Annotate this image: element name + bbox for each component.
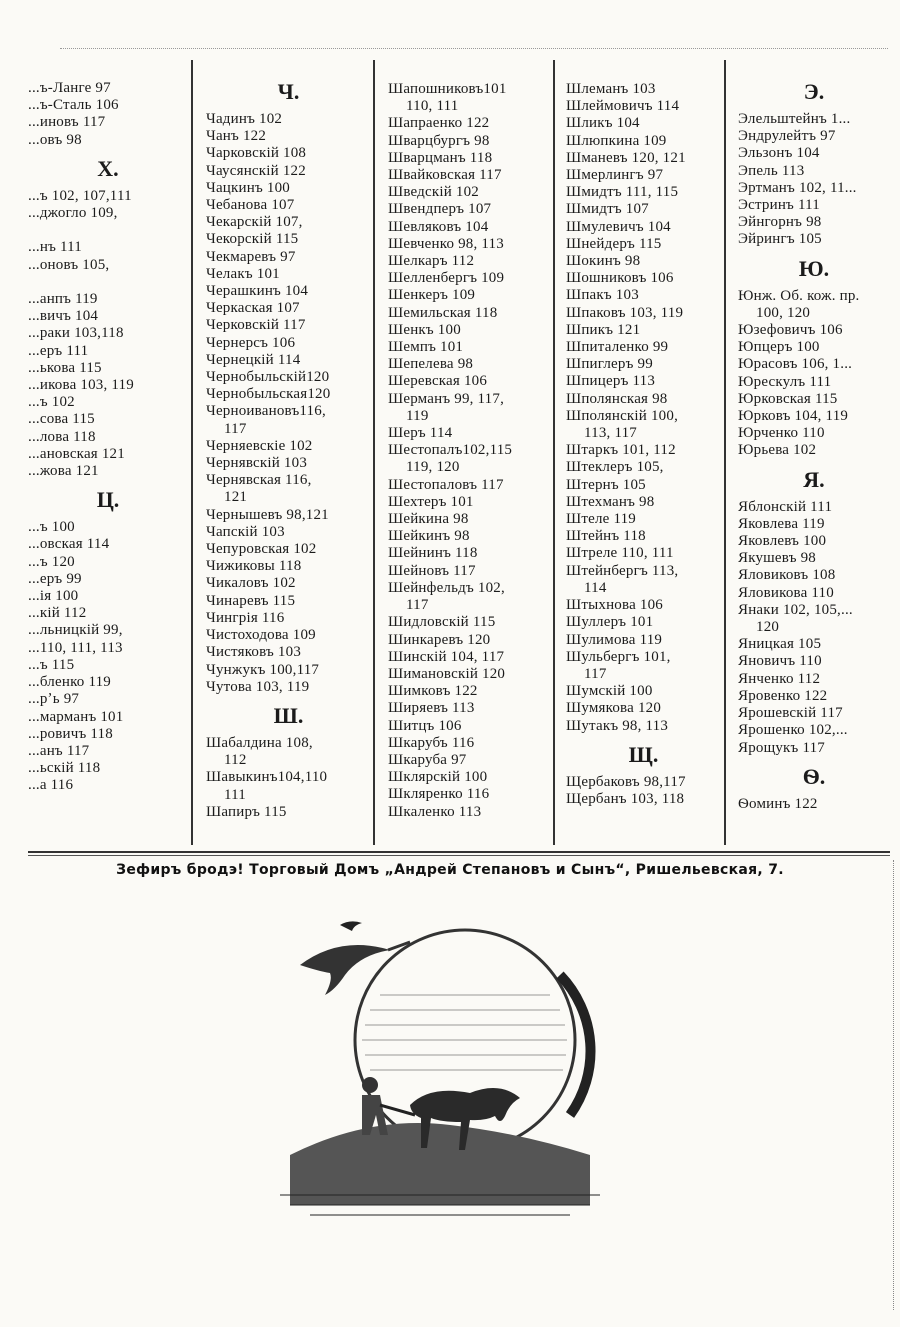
index-entry: Чацкинъ 100 [206, 179, 290, 196]
index-entry: Яблонскій 111 [738, 498, 833, 515]
index-entry: Шлеманъ 103 [566, 81, 656, 97]
section-letter: Щ. [628, 741, 659, 767]
index-entry: Штреле 110, 111 [566, 545, 674, 562]
index-entry-continuation: 119 [406, 407, 429, 424]
index-entry-continuation [28, 222, 188, 239]
index-entry: Шполянскій 100, [566, 407, 679, 424]
index-entry: Штехманъ 98 [566, 493, 655, 510]
index-entry: Чаусянскій 122 [206, 162, 306, 179]
index-entry: ...овская 114 [28, 536, 110, 553]
index-entry: Юпцеръ 100 [738, 339, 820, 356]
index-entry: Эльзонъ 104 [738, 145, 820, 162]
index-entry: Швендперъ 107 [388, 201, 492, 218]
index-entry: ...еръ 111 [28, 342, 89, 359]
index-entry: Шестопалъ102,115 [388, 442, 513, 459]
index-entry: Эстринъ 111 [738, 197, 820, 214]
index-column-1 [28, 80, 188, 850]
index-entry-continuation: 119, 120 [406, 459, 460, 476]
index-entry: Штаркъ 101, 112 [566, 442, 676, 459]
index-entry: Шинкаревъ 120 [388, 631, 491, 648]
index-entry: Шапошниковъ101 [388, 81, 507, 97]
index-entry: Шульбергъ 101, [566, 648, 671, 665]
index-entry: Шкаленко 113 [388, 803, 482, 820]
index-entry: ...а 116 [28, 777, 74, 794]
index-entry: Шехтеръ 101 [388, 493, 474, 510]
index-entry: Шитцъ 106 [388, 717, 462, 734]
index-entry: Яновичъ 110 [738, 653, 822, 670]
index-entry: ...овъ 98 [28, 131, 82, 148]
index-entry: Юзефовичъ 106 [738, 322, 843, 339]
column-divider [191, 60, 193, 845]
index-entry: ...ъ 102 [28, 394, 75, 411]
index-entry: ...ькова 115 [28, 359, 102, 376]
index-entry: Шавыкинъ104,110 [206, 769, 328, 786]
index-entry: Чернобыльская120 [206, 386, 331, 403]
index-entry: ...оновъ 105, [28, 256, 110, 273]
index-entry: Чарковскій 108 [206, 145, 307, 162]
index-entry-continuation: 111 [224, 786, 246, 803]
index-entry: Шкляренко 116 [388, 786, 490, 803]
index-entry: Шпакъ 103 [566, 287, 639, 304]
index-entry: ...икова 103, 119 [28, 377, 134, 394]
index-entry: ...анъ 117 [28, 742, 90, 759]
index-entry: Шуллеръ 101 [566, 614, 654, 631]
section-letter: Э. [803, 79, 825, 104]
index-entry: Черкаская 107 [206, 300, 300, 317]
index-entry: Чекарскій 107, [206, 214, 303, 231]
plowman-vignette-illustration [270, 905, 610, 1235]
index-entry: Штернъ 105 [566, 476, 646, 493]
index-entry: Штеклеръ 105, [566, 459, 664, 476]
index-entry: Шпаковъ 103, 119 [566, 304, 684, 321]
index-entry: Шулимова 119 [566, 631, 663, 648]
index-entry: Чекорскій 115 [206, 231, 299, 248]
index-entry: Шейнфельдъ 102, [388, 579, 505, 596]
index-entry: Юрковская 115 [738, 390, 838, 407]
index-entry: Якушевъ 98 [738, 550, 817, 567]
index-entry: Шемпъ 101 [388, 339, 464, 356]
index-entry: Юрескулъ 111 [738, 373, 832, 390]
index-entry: ...ановская 121 [28, 445, 125, 462]
index-entry: ...ъ 102, 107,111 [28, 187, 132, 204]
index-entry: ...ія 100 [28, 588, 79, 605]
index-entry: ...ъ 115 [28, 656, 75, 673]
index-entry: Яровенко 122 [738, 687, 828, 704]
index-entry: Ярошевскій 117 [738, 705, 843, 722]
index-entry: Штейнбергъ 113, [566, 562, 679, 579]
index-entry: ...еръ 99 [28, 570, 82, 587]
index-entry: Шейкина 98 [388, 511, 469, 528]
index-entry: Штейнъ 118 [566, 528, 646, 545]
index-column-2 [206, 72, 371, 842]
index-entry-continuation: 114 [584, 579, 607, 596]
index-entry: Чутова 103, 119 [206, 678, 310, 695]
index-entry: ...вичъ 104 [28, 308, 99, 325]
index-entry: Шклярскій 100 [388, 769, 488, 786]
page-edge [893, 860, 894, 1310]
index-entry: ...кій 112 [28, 605, 87, 622]
section-letter: Х. [97, 155, 119, 181]
index-entry: Шинскій 104, 117 [388, 648, 505, 665]
index-entry: Чапскій 103 [206, 523, 285, 540]
index-entry: Чунжукъ 100,117 [206, 661, 320, 678]
index-entry: ...анпъ 119 [28, 291, 98, 308]
index-entry-continuation [28, 274, 188, 291]
index-entry: ...ъ-Сталь 106 [28, 97, 119, 114]
index-entry: Чанъ 122 [206, 128, 267, 145]
column-divider [373, 60, 375, 845]
index-entry: ...ъ 120 [28, 553, 75, 570]
index-entry: Чекмаревъ 97 [206, 248, 296, 265]
index-entry: Шокинъ 98 [566, 253, 641, 270]
index-entry: Шмулевичъ 104 [566, 218, 671, 235]
index-entry: Черковскій 117 [206, 317, 306, 334]
index-entry: Шимановскій 120 [388, 665, 506, 682]
index-entry: Шмидтъ 111, 115 [566, 184, 679, 201]
index-entry-continuation: 113, 117 [584, 425, 637, 442]
index-entry: ...лова 118 [28, 428, 96, 445]
advertisement-line: Зефиръ бродэ! Торговый Домъ „Андрей Степановъ и Сынъ“, Ришельевская, 7. [116, 862, 784, 878]
index-entry: Шепелева 98 [388, 356, 474, 373]
index-entry: Яловикова 110 [738, 584, 834, 601]
index-entry: Шумскій 100 [566, 683, 653, 700]
index-entry: ...льницкій 99, [28, 622, 123, 639]
index-entry: Эпель 113 [738, 162, 805, 179]
index-entry: ...ъ-Ланге 97 [28, 80, 111, 96]
index-entry: Шевляковъ 104 [388, 218, 489, 235]
index-entry-continuation: 120 [756, 619, 780, 636]
section-letter: Ч. [277, 79, 300, 104]
index-entry-continuation: 117 [224, 420, 247, 437]
index-entry: Юрасовъ 106, 1... [738, 356, 853, 373]
index-entry: Юнж. Об. кож. пр. [738, 287, 860, 304]
index-entry: Шмидтъ 107 [566, 201, 649, 218]
index-column-4 [566, 81, 721, 851]
index-entry: Щербаковъ 98,117 [566, 773, 686, 790]
index-column-3 [388, 81, 551, 851]
index-entry: Чернявская 116, [206, 472, 312, 489]
index-entry: Шпикъ 121 [566, 321, 641, 338]
index-entry: Шеръ 114 [388, 425, 453, 442]
index-entry-continuation: 112 [224, 752, 247, 769]
index-entry: Эйрингъ 105 [738, 231, 822, 248]
index-entry: Шмерлингъ 97 [566, 167, 664, 184]
index-entry: Шеревская 106 [388, 373, 488, 390]
index-entry: Штеле 119 [566, 511, 636, 528]
index-entry: ...ровичъ 118 [28, 725, 113, 742]
index-entry: Ширяевъ 113 [388, 700, 475, 717]
index-entry-continuation: 110, 111 [406, 98, 459, 115]
index-entry: Черноивановъ116, [206, 403, 326, 420]
index-entry: Шварцманъ 118 [388, 149, 493, 166]
index-entry: Чикаловъ 102 [206, 575, 296, 592]
index-entry: ...бленко 119 [28, 674, 111, 691]
index-entry: Шейкинъ 98 [388, 528, 470, 545]
index-entry: Шлеймовичъ 114 [566, 98, 680, 115]
index-entry: Штыхнова 106 [566, 597, 663, 614]
index-entry: ...иновъ 117 [28, 114, 106, 131]
index-entry: Челакъ 101 [206, 265, 280, 282]
index-entry: Эйнгорнъ 98 [738, 214, 822, 231]
section-letter: Я. [803, 466, 825, 492]
index-entry: Черняевскіе 102 [206, 437, 313, 454]
index-entry: Чистяковъ 103 [206, 644, 302, 661]
index-entry: ...джогло 109, [28, 205, 118, 222]
index-entry: Шапраенко 122 [388, 115, 490, 132]
index-entry: Шумякова 120 [566, 700, 662, 717]
index-entry: Янченко 112 [738, 670, 821, 687]
index-entry: Ѳоминъ 122 [738, 795, 818, 812]
index-entry: Шполянская 98 [566, 390, 668, 407]
index-entry: Шпиталенко 99 [566, 339, 669, 356]
index-entry: Чебанова 107 [206, 197, 295, 214]
bottom-rule-thin [28, 855, 890, 856]
index-entry: Шпицеръ 113 [566, 373, 656, 390]
index-entry: Чернерсъ 106 [206, 334, 296, 351]
index-entry: Чернявскій 103 [206, 455, 308, 472]
index-entry: Юрченко 110 [738, 425, 825, 442]
index-entry: Шелкаръ 112 [388, 253, 475, 270]
index-entry: Шемильская 118 [388, 304, 498, 321]
index-entry: Шейновъ 117 [388, 562, 476, 579]
index-entry-continuation: 121 [224, 489, 248, 506]
index-entry: Яницкая 105 [738, 636, 822, 653]
index-entry: Шелленбергъ 109 [388, 270, 505, 287]
top-rule [60, 48, 888, 49]
index-entry: Шенкеръ 109 [388, 287, 476, 304]
index-entry: ...раки 103,118 [28, 325, 124, 342]
index-entry: ...110, 111, 113 [28, 639, 123, 656]
index-column-5 [738, 72, 890, 842]
index-entry: Шошниковъ 106 [566, 270, 674, 287]
index-entry: Шенкъ 100 [388, 321, 461, 338]
index-entry: Шапиръ 115 [206, 803, 287, 820]
index-entry: Янаки 102, 105,... [738, 601, 853, 618]
index-entry: Чинаревъ 115 [206, 592, 296, 609]
index-entry-continuation: 117 [406, 597, 429, 614]
index-entry: Чернецкій 114 [206, 351, 301, 368]
index-entry: Шкарубъ 116 [388, 734, 475, 751]
index-entry: Чернобыльскій120 [206, 369, 330, 386]
column-divider [553, 60, 555, 845]
index-entry: Чистоходова 109 [206, 627, 316, 644]
index-entry: Юрьева 102 [738, 442, 817, 459]
index-entry: Шлюпкина 109 [566, 132, 667, 149]
index-entry: Ярошенко 102,... [738, 722, 848, 739]
index-entry: Яловиковъ 108 [738, 567, 836, 584]
index-entry-continuation: 100, 120 [756, 304, 811, 321]
index-entry: Шкаруба 97 [388, 751, 467, 768]
index-entry: Элельштейнъ 1... [738, 111, 851, 127]
index-entry: Шерманъ 99, 117, [388, 390, 505, 407]
section-letter: Ѳ. [802, 763, 826, 789]
section-letter: Ю. [798, 255, 830, 281]
index-entry: Шабалдина 108, [206, 734, 313, 751]
index-entry: ...марманъ 101 [28, 708, 124, 725]
column-divider [724, 60, 726, 845]
index-entry: ...рʼь 97 [28, 691, 80, 708]
index-entry: Яковлевъ 100 [738, 533, 827, 550]
index-entry: Швайковская 117 [388, 167, 502, 184]
index-entry: Шимковъ 122 [388, 683, 478, 700]
index-entry: Шевченко 98, 113 [388, 235, 504, 252]
index-entry: Шманевъ 120, 121 [566, 149, 686, 166]
index-entry: Чепуровская 102 [206, 541, 317, 558]
index-entry: ...жова 121 [28, 463, 99, 480]
section-letter: Ш. [273, 702, 304, 728]
index-entry: Шпиглеръ 99 [566, 356, 653, 373]
index-entry: Чернышевъ 98,121 [206, 506, 329, 523]
index-entry: Шварцбургъ 98 [388, 132, 490, 149]
index-entry: Яковлева 119 [738, 515, 825, 532]
index-entry: Эртманъ 102, 11... [738, 179, 857, 196]
index-entry: Шестопаловъ 117 [388, 476, 504, 493]
index-entry: Эндрулейтъ 97 [738, 128, 836, 145]
index-entry: Шнейдеръ 115 [566, 235, 662, 252]
index-entry: Шейнинъ 118 [388, 545, 478, 562]
index-entry: Щербанъ 103, 118 [566, 790, 685, 807]
bottom-rule [28, 851, 890, 853]
index-entry: ...сова 115 [28, 411, 95, 428]
index-entry: Шутакъ 98, 113 [566, 717, 669, 734]
section-letter: Ц. [96, 487, 120, 513]
index-entry: ...нъ 111 [28, 239, 82, 256]
index-entry: Юрковъ 104, 119 [738, 408, 849, 425]
index-entry: Черашкинъ 104 [206, 283, 309, 300]
index-entry: Чижиковы 118 [206, 558, 302, 575]
index-entry: Чадинъ 102 [206, 111, 283, 127]
index-entry-continuation: 117 [584, 665, 607, 682]
index-entry: Чингрія 116 [206, 609, 285, 626]
index-entry: ...ъ 100 [28, 519, 75, 536]
index-entry: Шликъ 104 [566, 115, 640, 132]
index-entry: Ярощукъ 117 [738, 739, 825, 756]
index-entry: ...ьскій 118 [28, 760, 101, 777]
index-entry: Шидловскій 115 [388, 614, 496, 631]
index-entry: Шведскій 102 [388, 184, 480, 201]
